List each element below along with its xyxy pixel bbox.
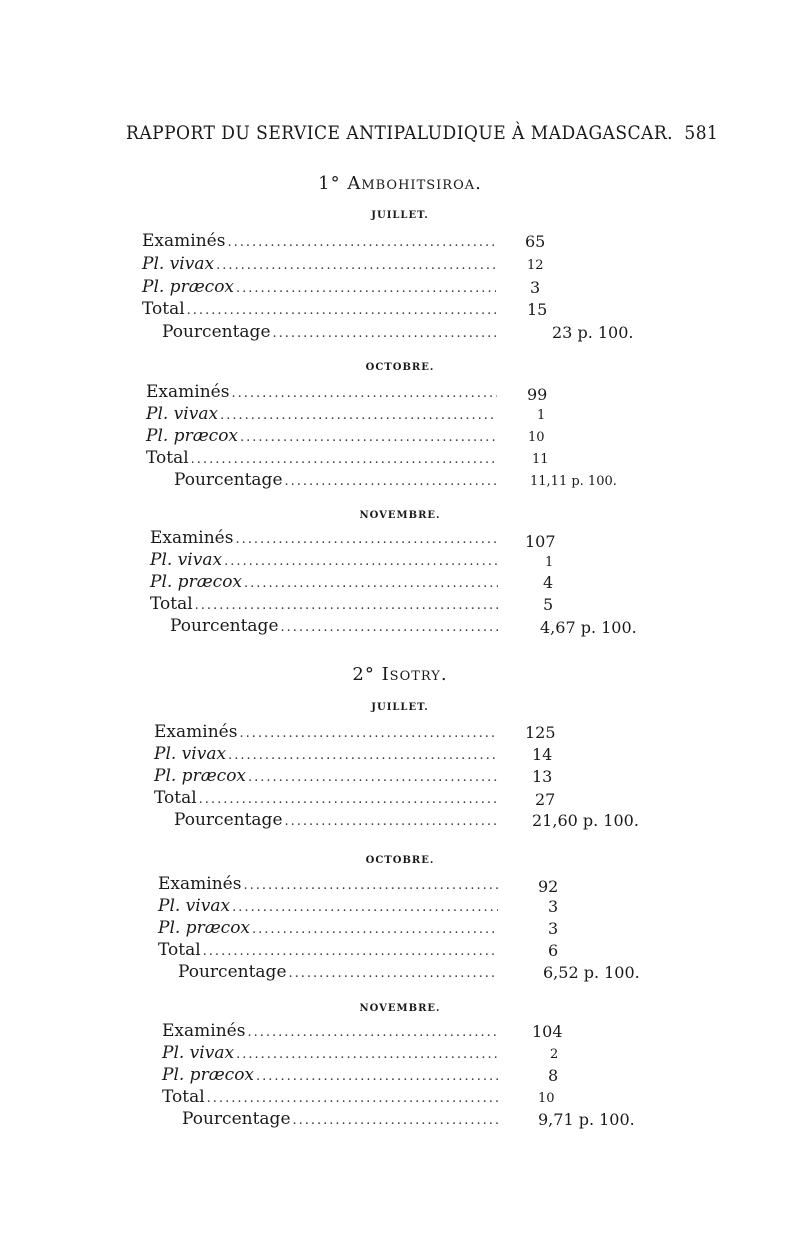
row-label: Total xyxy=(146,448,189,468)
table-row xyxy=(146,426,501,450)
table-row xyxy=(142,277,500,301)
row-label: Total xyxy=(150,594,193,614)
row-value: 107 xyxy=(525,532,556,551)
row-label: Pourcentage xyxy=(182,1109,291,1129)
page-number: 581 xyxy=(684,122,719,144)
row-value: 104 xyxy=(532,1022,563,1041)
leader-dots xyxy=(236,281,496,296)
row-label: Pl. præcox xyxy=(154,766,247,786)
table-row xyxy=(154,788,502,812)
leader-dots xyxy=(256,1069,498,1084)
leader-dots xyxy=(216,258,496,273)
row-label: Pl. præcox xyxy=(158,918,251,938)
table-row xyxy=(158,896,502,920)
section-title-isotry: 2° Isotry. xyxy=(352,664,448,685)
row-value: 11,11 p. 100. xyxy=(530,474,617,489)
row-label: Total xyxy=(154,788,197,808)
table-row xyxy=(162,1109,502,1133)
month-heading: NOVEMBRE. xyxy=(359,1003,441,1014)
leader-dots xyxy=(273,326,497,341)
row-label: Pourcentage xyxy=(170,616,279,636)
row-label: Examinés xyxy=(142,231,226,251)
table-row xyxy=(142,299,500,323)
row-value: 5 xyxy=(543,595,554,614)
row-label: Pl. vivax xyxy=(158,896,231,916)
row-label: Total xyxy=(158,940,201,960)
leader-dots xyxy=(187,303,496,318)
leader-dots xyxy=(232,900,498,915)
leader-dots xyxy=(239,726,498,741)
leader-dots xyxy=(228,748,498,763)
table-row xyxy=(146,404,501,428)
row-value: 15 xyxy=(527,300,548,319)
table-row xyxy=(162,1065,502,1089)
leader-dots xyxy=(207,1091,498,1106)
month-heading: JUILLET. xyxy=(371,702,429,713)
table-row xyxy=(150,594,502,618)
leader-dots xyxy=(281,620,499,635)
row-label: Pl. præcox xyxy=(162,1065,255,1085)
table-row xyxy=(154,722,502,746)
leader-dots xyxy=(235,532,498,547)
table-row xyxy=(142,254,500,278)
running-head-title: RAPPORT DU SERVICE ANTIPALUDIQUE À MADAGASCAR. xyxy=(126,122,674,144)
row-label: Pl. vivax xyxy=(162,1043,235,1063)
row-label: Examinés xyxy=(150,528,234,548)
leader-dots xyxy=(248,770,498,785)
table-row xyxy=(158,918,502,942)
leader-dots xyxy=(224,554,498,569)
row-label: Pl. præcox xyxy=(142,277,235,297)
table-row xyxy=(146,382,501,406)
leader-dots xyxy=(240,430,497,445)
row-label: Examinés xyxy=(162,1021,246,1041)
table-row xyxy=(146,448,501,472)
row-label: Pl. vivax xyxy=(142,254,215,274)
row-label: Total xyxy=(142,299,185,319)
row-label: Examinés xyxy=(146,382,230,402)
table-row xyxy=(162,1043,502,1067)
table-row xyxy=(162,1087,502,1111)
row-value: 9,71 p. 100. xyxy=(538,1110,635,1129)
row-value: 1 xyxy=(545,555,554,570)
running-head xyxy=(126,122,719,144)
table-row xyxy=(154,766,502,790)
table-row xyxy=(158,940,502,964)
leader-dots xyxy=(247,1025,498,1040)
row-value: 99 xyxy=(527,385,548,404)
row-value: 3 xyxy=(548,919,559,938)
leader-dots xyxy=(199,792,498,807)
row-value: 1 xyxy=(537,408,546,423)
row-value: 4 xyxy=(543,573,554,592)
row-label: Pourcentage xyxy=(178,962,287,982)
leader-dots xyxy=(252,922,498,937)
row-value: 10 xyxy=(538,1091,555,1106)
row-value: 14 xyxy=(532,745,553,764)
table-row xyxy=(158,874,502,898)
table-row xyxy=(154,744,502,768)
row-value: 8 xyxy=(548,1066,559,1085)
row-value: 13 xyxy=(532,767,553,786)
row-value: 6 xyxy=(548,941,559,960)
row-label: Pl. vivax xyxy=(154,744,227,764)
row-value: 4,67 p. 100. xyxy=(540,618,637,637)
row-value: 65 xyxy=(525,232,546,251)
month-heading: JUILLET. xyxy=(371,210,429,221)
row-value: 3 xyxy=(548,897,559,916)
month-heading: OCTOBRE. xyxy=(365,855,435,866)
leader-dots xyxy=(227,235,496,250)
row-value: 11 xyxy=(532,452,549,467)
leader-dots xyxy=(285,474,498,489)
row-label: Total xyxy=(162,1087,205,1107)
row-value: 10 xyxy=(528,430,545,445)
leader-dots xyxy=(243,878,498,893)
row-label: Pl. præcox xyxy=(150,572,243,592)
month-heading: OCTOBRE. xyxy=(365,362,435,373)
leader-dots xyxy=(220,408,497,423)
section-title-ambohitsiroa: 1° Ambohitsiroa. xyxy=(318,173,482,194)
row-value: 27 xyxy=(535,790,556,809)
table-row xyxy=(154,810,502,834)
leader-dots xyxy=(236,1047,498,1062)
row-label: Pourcentage xyxy=(162,322,271,342)
table-row xyxy=(162,1021,502,1045)
leader-dots xyxy=(293,1113,499,1128)
table-row xyxy=(150,550,502,574)
row-label: Pl. vivax xyxy=(146,404,219,424)
row-value: 23 p. 100. xyxy=(552,323,634,342)
row-value: 3 xyxy=(530,278,541,297)
table-row xyxy=(158,962,502,986)
leader-dots xyxy=(191,452,497,467)
row-label: Pourcentage xyxy=(174,470,283,490)
table-row xyxy=(150,528,502,552)
table-row xyxy=(142,322,500,346)
leader-dots xyxy=(231,386,497,401)
leader-dots xyxy=(203,944,498,959)
month-heading: NOVEMBRE. xyxy=(359,510,441,521)
row-label: Examinés xyxy=(154,722,238,742)
table-row xyxy=(146,470,501,494)
leader-dots xyxy=(285,814,499,829)
leader-dots xyxy=(195,598,498,613)
row-label: Examinés xyxy=(158,874,242,894)
leader-dots xyxy=(244,576,498,591)
row-value: 92 xyxy=(538,877,559,896)
row-value: 12 xyxy=(527,258,544,273)
row-value: 2 xyxy=(550,1047,559,1062)
table-row xyxy=(150,616,502,640)
table-row xyxy=(150,572,502,596)
row-value: 6,52 p. 100. xyxy=(543,963,640,982)
row-value: 21,60 p. 100. xyxy=(532,811,639,830)
leader-dots xyxy=(289,966,499,981)
row-value: 125 xyxy=(525,723,556,742)
row-label: Pl. vivax xyxy=(150,550,223,570)
row-label: Pourcentage xyxy=(174,810,283,830)
row-label: Pl. præcox xyxy=(146,426,239,446)
table-row xyxy=(142,231,500,255)
